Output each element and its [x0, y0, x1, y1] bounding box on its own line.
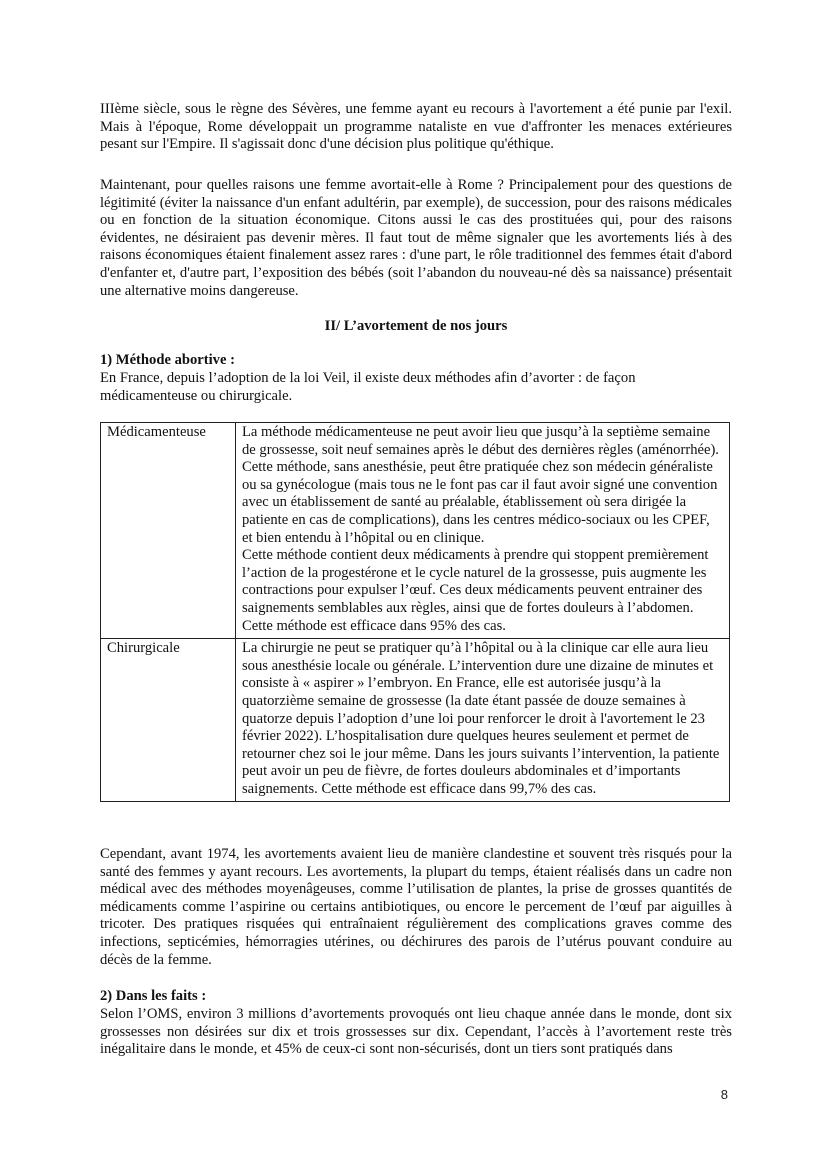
table-row: [101, 423, 730, 639]
table-row: [101, 639, 730, 802]
method-description-medicamenteuse: [236, 423, 730, 639]
method-medicamenteuse-text-2: Cette méthode contient deux médicaments à prendre qui stoppent premièrement l’action de la progestérone et le cycle naturel de la grossesse, puis augmente les contractions pour expulser l’œuf. Ces deux médicaments peuvent entrainer des saignements semblables aux règles, ainsi que de fortes douleurs à l’abdomen. Cette méthode est efficace dans 95% des cas.: [242, 547, 709, 634]
heading-dans-les-faits: 2) Dans les faits :: [100, 988, 207, 1004]
method-medicamenteuse-text-1: La méthode médicamenteuse ne peut avoir lieu que jusqu’à la septième semaine de grossesse, soit neuf semaines après le début des dernières règles (aménorrhée). Cette méthode, sans anesthésie, peut être pratiquée chez son médecin généraliste ou sa gynécologue (mais tous ne le font pas car il faut avoir signé une convention avec un établissement de santé au préalable, établissement où sera dirigée la patiente en cas de complications), dans les centres médico-sociaux ou les CPEF, et bien entendu à l’hôpital ou en clinique.: [242, 424, 719, 546]
method-name-chirurgicale: Chirurgicale: [101, 639, 236, 802]
method-name-medicamenteuse: Médicamenteuse: [101, 423, 236, 639]
page-number: 8: [720, 1087, 728, 1102]
method-description-chirurgicale: [236, 639, 730, 802]
section-title: II/ L’avortement de nos jours: [324, 318, 508, 334]
methods-table: [100, 422, 730, 802]
paragraph-intro: IIIème siècle, sous le règne des Sévères, une femme ayant eu recours à l'avortement a été punie par l'exil. Mais à l'époque, Rome développait un programme nataliste en vue d'affronter les menaces extérieures pesant sur l'Empire. Il s'agissait donc d'une décision plus politique qu'éthique.: [100, 101, 732, 153]
paragraph-facts: Selon l’OMS, environ 3 millions d’avortements provoqués ont lieu chaque année dans le monde, dont six grossesses non désirées sur dix et trois grossesses sur dix. Cependant, l’accès à l’avortement reste très inégalitaire dans le monde, et 45% de ceux-ci sont non-sécurisés, dont un tiers sont pratiqués dans: [100, 1006, 732, 1058]
paragraph-methods-intro: En France, depuis l’adoption de la loi Veil, il existe deux méthodes afin d’avorter : de façon médicamenteuse ou chirurgicale.: [100, 370, 636, 404]
heading-methode-abortive: 1) Méthode abortive :: [100, 352, 235, 368]
method-chirurgicale-text-1: La chirurgie ne peut se pratiquer qu’à l’hôpital ou à la clinique car elle aura lieu sous anesthésie locale ou générale. L’intervention dure une dizaine de minutes et consiste à « aspirer » l’embryon. En France, elle est autorisée jusqu’à la quatorzième semaine de grossesse (la date étant passée de douze semaines à quatorze depuis l’adoption d’une loi pour renforcer le droit à l'avortement le 23 février 2022). L’hospitalisation dure quelques heures seulement et permet de retourner chez soi le jour même. Dans les jours suivants l’intervention, la patiente peut avoir un peu de fièvre, de fortes douleurs abdominales et d’importants saignements. Cette méthode est efficace dans 99,7% des cas.: [242, 640, 720, 797]
paragraph-before-1974: Cependant, avant 1974, les avortements avaient lieu de manière clandestine et souvent très risqués pour la santé des femmes y ayant recours. Les avortements, la plupart du temps, étaient réalisés dans un cadre non médical avec des méthodes moyenâgeuses, comme l’utilisation de plantes, la prise de grosses quantités de médicaments comme l’aspirine ou certains antibiotiques, ou encore le percement de l’œuf par aiguilles à tricoter. Des pratiques risquées qui entraînaient régulièrement des complications graves comme des infections, septicémies, hémorragies utérines, ou déchirures des parois de l’utérus pouvant conduire au décès de la femme.: [100, 846, 732, 968]
paragraph-reasons: Maintenant, pour quelles raisons une femme avortait-elle à Rome ? Principalement pour des questions de légitimité (éviter la naissance d'un enfant adultérin, par exemple), de succession, pour des raisons médicales ou en fonction de la situation économique. Citons aussi le cas des prostituées qui, pour des raisons évidentes, ne désiraient pas devenir mères. Il faut tout de même signaler que les avortements liés à des raisons économiques étaient finalement assez rares : d'une part, le rôle traditionnel des femmes était d'abord d'enfanter et, d'autre part, l’exposition des bébés (soit l’abandon du nouveau-né dès sa naissance) présentait une alternative moins dangereuse.: [100, 177, 732, 299]
